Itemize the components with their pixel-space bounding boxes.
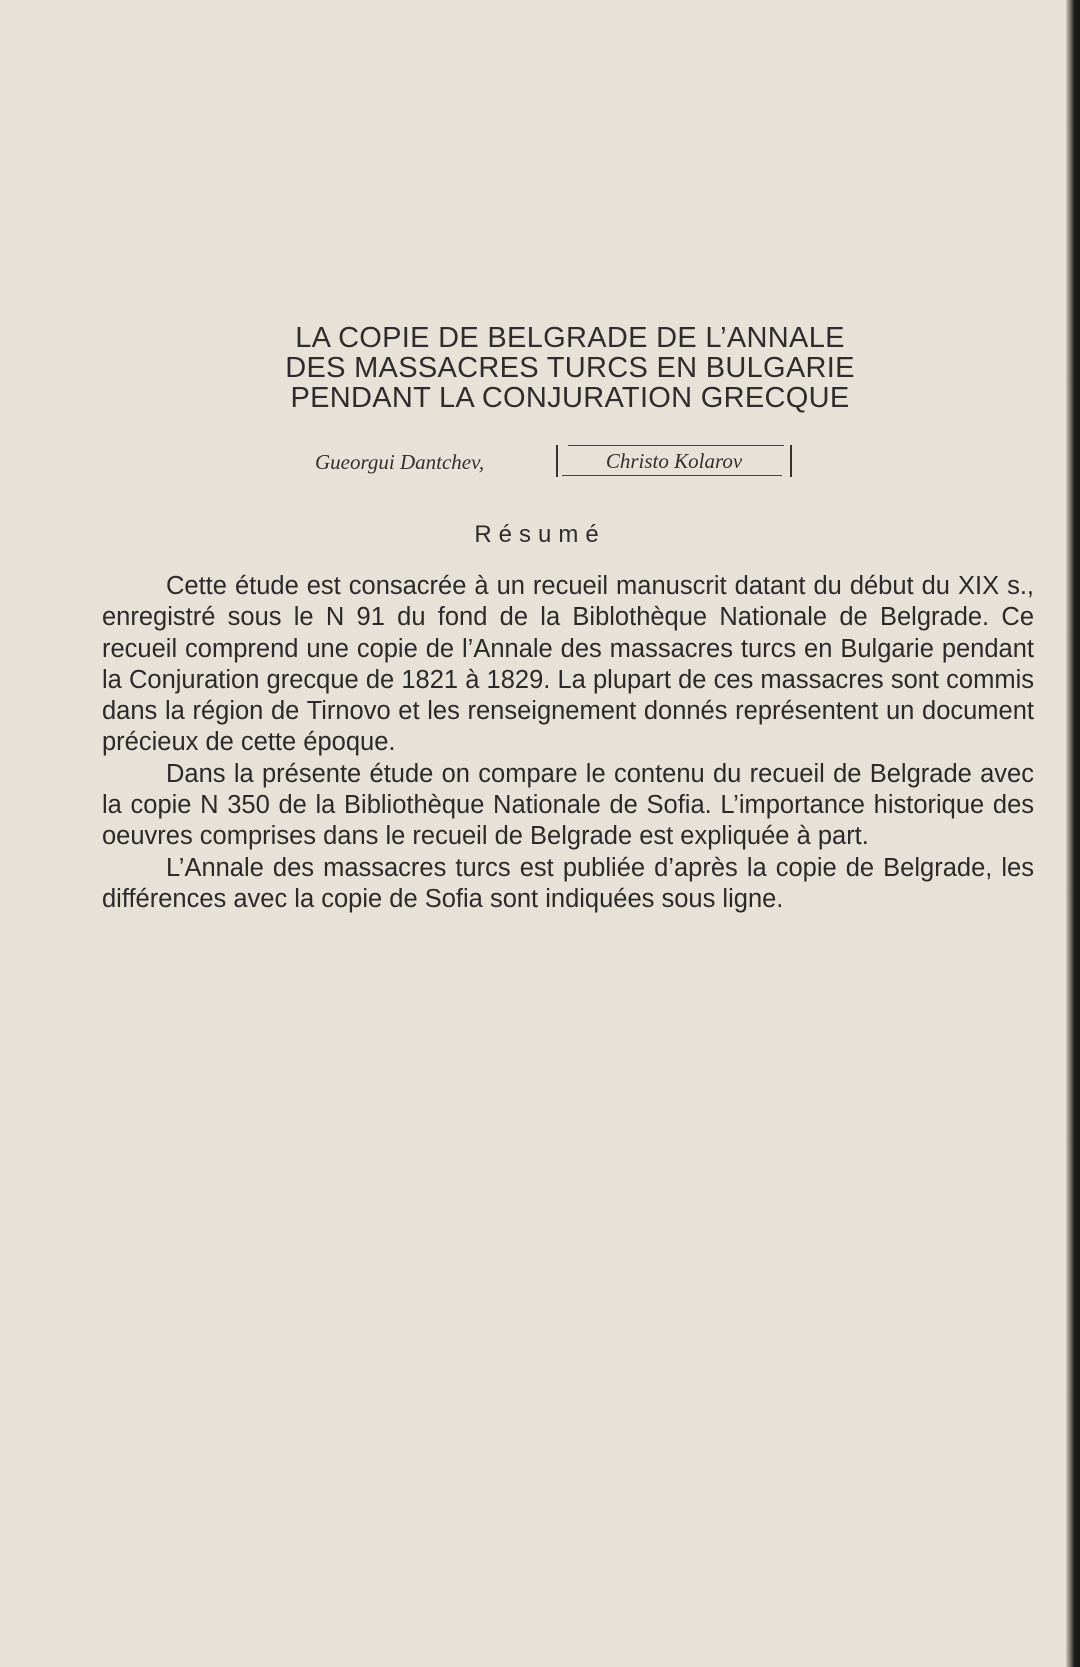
author-second-frame	[556, 445, 792, 477]
resume-body	[102, 571, 1034, 915]
article-title	[190, 323, 950, 413]
title-line-2: DES MASSACRES TURCS EN BULGARIE	[285, 352, 855, 384]
title-line-1: LA COPIE DE BELGRADE DE L’ANNALE	[295, 322, 845, 354]
author-first: Gueorgui Dantchev,	[315, 450, 485, 474]
title-line-3: PENDANT LA CONJURATION GRECQUE	[290, 382, 850, 414]
author-second: Christo Kolarov	[605, 449, 743, 473]
section-heading: Résumé	[474, 521, 606, 548]
paragraph-2: Dans la présente étude on compare le contenu du recueil de Belgrade avec la copie N 350 de la Bibliothèque Nationale de Sofia. L’importance historique des oeuvres comprises dans le recueil de Belgrade est expliquée à part.	[102, 759, 1034, 851]
book-spine-edge	[1066, 0, 1080, 1667]
paragraph-3: L’Annale des massacres turcs est publiée d’après la copie de Belgrade, les différences avec la copie de Sofia sont indiquées sous ligne.	[102, 853, 1034, 913]
paragraph-1: Cette étude est consacrée à un recueil manuscrit datant du début du XIX s., enregistré sous le N 91 du fond de la Biblothèque Nationale de Belgrade. Ce recueil comprend une copie de l’Annale des massacres turcs en Bulgarie pendant la Conjuration grecque de 1821 à 1829. La plupart de ces massacres sont commis dans la région de Tirnovo et les renseignement donnés représentent un document précieux de cette époque.	[102, 572, 1034, 757]
author-line	[0, 448, 1080, 482]
